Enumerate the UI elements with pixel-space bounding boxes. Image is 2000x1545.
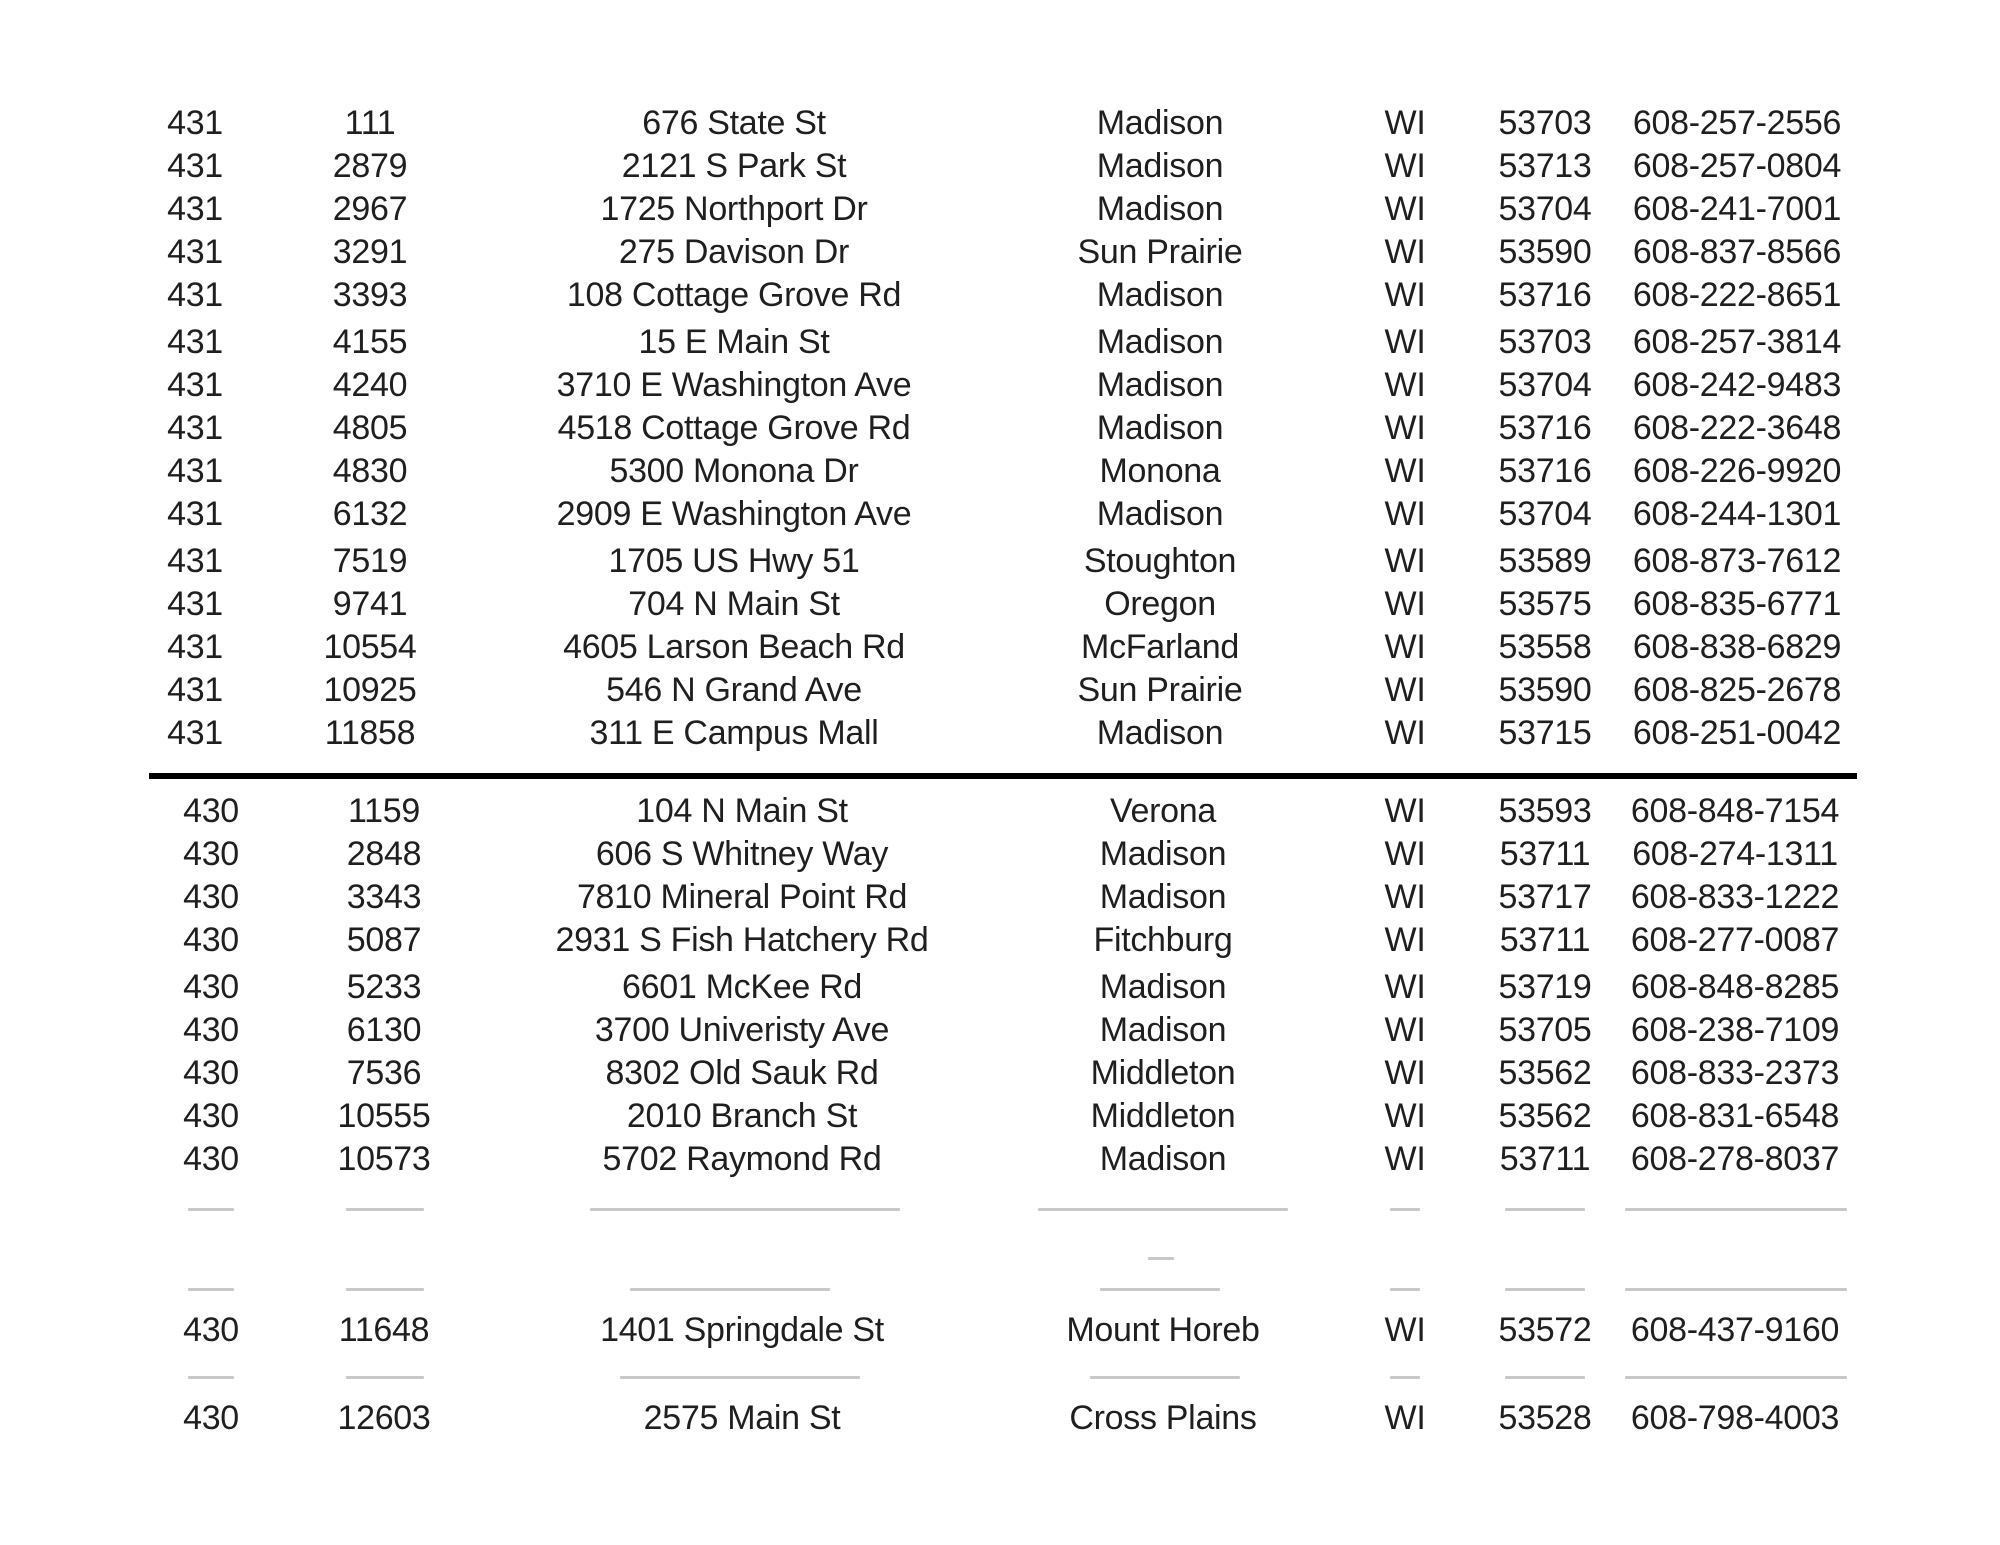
state-cell: WI bbox=[1384, 323, 1426, 361]
region-cell: 431 bbox=[167, 628, 223, 666]
phone-cell: 608-278-8037 bbox=[1630, 1140, 1840, 1178]
address-cell: 2575 Main St bbox=[643, 1399, 841, 1437]
city-cell: Mount Horeb bbox=[1066, 1311, 1260, 1349]
table-row bbox=[0, 582, 2000, 626]
city-cell: Madison bbox=[1096, 190, 1224, 228]
state-cell: WI bbox=[1384, 1311, 1426, 1349]
address-cell: 1705 US Hwy 51 bbox=[608, 542, 860, 580]
store-number-cell: 2967 bbox=[332, 190, 408, 228]
store-number-cell: 10555 bbox=[337, 1097, 431, 1135]
phone-cell: 608-873-7612 bbox=[1632, 542, 1842, 580]
table-row bbox=[0, 1137, 2000, 1181]
section-divider bbox=[149, 773, 1857, 779]
state-cell: WI bbox=[1384, 409, 1426, 447]
state-cell: WI bbox=[1384, 878, 1426, 916]
region-cell: 431 bbox=[167, 233, 223, 271]
region-cell: 431 bbox=[167, 147, 223, 185]
city-cell: Fitchburg bbox=[1093, 921, 1233, 959]
store-number-cell: 3393 bbox=[332, 276, 408, 314]
table-row bbox=[0, 625, 2000, 669]
address-cell: 5300 Monona Dr bbox=[609, 452, 859, 490]
zip-cell: 53558 bbox=[1498, 628, 1592, 666]
city-cell: Madison bbox=[1096, 366, 1224, 404]
zip-cell: 53711 bbox=[1499, 1140, 1591, 1178]
store-number-cell: 2879 bbox=[332, 147, 408, 185]
zip-cell: 53589 bbox=[1498, 542, 1592, 580]
region-cell: 430 bbox=[183, 878, 239, 916]
store-number-cell: 10573 bbox=[337, 1140, 431, 1178]
city-cell: Madison bbox=[1096, 276, 1224, 314]
state-cell: WI bbox=[1384, 1011, 1426, 1049]
region-cell: 431 bbox=[167, 671, 223, 709]
address-cell: 4605 Larson Beach Rd bbox=[563, 628, 905, 666]
address-cell: 8302 Old Sauk Rd bbox=[605, 1054, 879, 1092]
phone-cell: 608-848-8285 bbox=[1630, 968, 1840, 1006]
city-cell: Monona bbox=[1099, 452, 1221, 490]
zip-cell: 53719 bbox=[1498, 968, 1592, 1006]
zip-cell: 53704 bbox=[1498, 190, 1592, 228]
table-row bbox=[0, 492, 2000, 536]
address-cell: 3710 E Washington Ave bbox=[556, 366, 912, 404]
zip-cell: 53572 bbox=[1498, 1311, 1592, 1349]
region-cell: 431 bbox=[167, 276, 223, 314]
store-number-cell: 9741 bbox=[332, 585, 408, 623]
state-cell: WI bbox=[1384, 542, 1426, 580]
zip-cell: 53716 bbox=[1498, 276, 1592, 314]
table-row bbox=[0, 789, 2000, 833]
zip-cell: 53716 bbox=[1498, 409, 1592, 447]
address-cell: 1725 Northport Dr bbox=[600, 190, 868, 228]
state-cell: WI bbox=[1384, 714, 1426, 752]
address-cell: 108 Cottage Grove Rd bbox=[566, 276, 902, 314]
address-cell: 15 E Main St bbox=[638, 323, 830, 361]
region-cell: 430 bbox=[183, 1311, 239, 1349]
table-row bbox=[0, 363, 2000, 407]
store-number-cell: 5087 bbox=[346, 921, 422, 959]
store-number-cell: 12603 bbox=[337, 1399, 431, 1437]
phone-cell: 608-838-6829 bbox=[1632, 628, 1842, 666]
table-row bbox=[0, 273, 2000, 317]
phone-cell: 608-257-2556 bbox=[1632, 104, 1842, 142]
region-cell: 431 bbox=[167, 714, 223, 752]
region-cell: 430 bbox=[183, 1054, 239, 1092]
zip-cell: 53715 bbox=[1498, 714, 1592, 752]
region-cell: 430 bbox=[183, 792, 239, 830]
phone-cell: 608-831-6548 bbox=[1630, 1097, 1840, 1135]
phone-cell: 608-251-0042 bbox=[1632, 714, 1842, 752]
table-row bbox=[0, 230, 2000, 274]
phone-cell: 608-222-3648 bbox=[1632, 409, 1842, 447]
address-cell: 1401 Springdale St bbox=[600, 1311, 884, 1349]
zip-cell: 53705 bbox=[1498, 1011, 1592, 1049]
zip-cell: 53704 bbox=[1498, 495, 1592, 533]
address-cell: 2931 S Fish Hatchery Rd bbox=[555, 921, 929, 959]
phone-cell: 608-257-3814 bbox=[1632, 323, 1842, 361]
city-cell: Middleton bbox=[1090, 1097, 1236, 1135]
state-cell: WI bbox=[1384, 147, 1426, 185]
region-cell: 430 bbox=[183, 1011, 239, 1049]
address-cell: 7810 Mineral Point Rd bbox=[576, 878, 908, 916]
store-number-cell: 10554 bbox=[323, 628, 417, 666]
phone-cell: 608-226-9920 bbox=[1632, 452, 1842, 490]
state-cell: WI bbox=[1384, 792, 1426, 830]
city-cell: Madison bbox=[1099, 835, 1227, 873]
phone-cell: 608-274-1311 bbox=[1632, 835, 1838, 873]
table-row bbox=[0, 449, 2000, 493]
zip-cell: 53593 bbox=[1498, 792, 1592, 830]
store-number-cell: 7536 bbox=[346, 1054, 422, 1092]
table-row bbox=[0, 1008, 2000, 1052]
phone-cell: 608-257-0804 bbox=[1632, 147, 1842, 185]
store-number-cell: 4805 bbox=[332, 409, 408, 447]
state-cell: WI bbox=[1384, 276, 1426, 314]
region-cell: 431 bbox=[167, 323, 223, 361]
address-cell: 676 State St bbox=[642, 104, 826, 142]
city-cell: Madison bbox=[1096, 323, 1224, 361]
state-cell: WI bbox=[1384, 628, 1426, 666]
zip-cell: 53703 bbox=[1498, 323, 1592, 361]
zip-cell: 53562 bbox=[1498, 1054, 1592, 1092]
state-cell: WI bbox=[1384, 835, 1426, 873]
phone-cell: 608-833-2373 bbox=[1630, 1054, 1840, 1092]
city-cell: Sun Prairie bbox=[1077, 671, 1243, 709]
city-cell: Cross Plains bbox=[1069, 1399, 1257, 1437]
table-row bbox=[0, 320, 2000, 364]
address-cell: 5702 Raymond Rd bbox=[602, 1140, 882, 1178]
city-cell: Madison bbox=[1096, 409, 1224, 447]
store-number-cell: 11858 bbox=[324, 714, 416, 752]
state-cell: WI bbox=[1384, 921, 1426, 959]
region-cell: 431 bbox=[167, 495, 223, 533]
store-number-cell: 1159 bbox=[348, 792, 420, 830]
city-cell: Middleton bbox=[1090, 1054, 1236, 1092]
zip-cell: 53711 bbox=[1499, 835, 1591, 873]
city-cell: Madison bbox=[1096, 714, 1224, 752]
table-row bbox=[0, 144, 2000, 188]
table-row bbox=[0, 1094, 2000, 1138]
store-number-cell: 111 bbox=[344, 104, 396, 142]
state-cell: WI bbox=[1384, 585, 1426, 623]
table-row bbox=[0, 1396, 2000, 1440]
zip-cell: 53590 bbox=[1498, 671, 1592, 709]
city-cell: Verona bbox=[1110, 792, 1216, 830]
address-cell: 6601 McKee Rd bbox=[622, 968, 862, 1006]
city-cell: Sun Prairie bbox=[1077, 233, 1243, 271]
phone-cell: 608-242-9483 bbox=[1632, 366, 1842, 404]
city-cell: Madison bbox=[1099, 1140, 1227, 1178]
city-cell: Madison bbox=[1096, 495, 1224, 533]
table-row bbox=[0, 406, 2000, 450]
state-cell: WI bbox=[1384, 1054, 1426, 1092]
city-cell: McFarland bbox=[1081, 628, 1239, 666]
zip-cell: 53575 bbox=[1498, 585, 1592, 623]
state-cell: WI bbox=[1384, 190, 1426, 228]
address-cell: 104 N Main St bbox=[636, 792, 848, 830]
address-cell: 275 Davison Dr bbox=[618, 233, 850, 271]
address-cell: 606 S Whitney Way bbox=[595, 835, 889, 873]
region-cell: 431 bbox=[167, 104, 223, 142]
region-cell: 430 bbox=[183, 968, 239, 1006]
zip-cell: 53717 bbox=[1498, 878, 1592, 916]
zip-cell: 53711 bbox=[1499, 921, 1591, 959]
state-cell: WI bbox=[1384, 452, 1426, 490]
phone-cell: 608-244-1301 bbox=[1632, 495, 1842, 533]
store-number-cell: 6130 bbox=[346, 1011, 422, 1049]
zip-cell: 53716 bbox=[1498, 452, 1592, 490]
zip-cell: 53590 bbox=[1498, 233, 1592, 271]
table-row bbox=[0, 1308, 2000, 1352]
state-cell: WI bbox=[1384, 104, 1426, 142]
phone-cell: 608-277-0087 bbox=[1630, 921, 1840, 959]
table-row bbox=[0, 832, 2000, 876]
state-cell: WI bbox=[1384, 1140, 1426, 1178]
zip-cell: 53704 bbox=[1498, 366, 1592, 404]
zip-cell: 53703 bbox=[1498, 104, 1592, 142]
table-row bbox=[0, 539, 2000, 583]
phone-cell: 608-837-8566 bbox=[1632, 233, 1842, 271]
address-cell: 704 N Main St bbox=[628, 585, 840, 623]
store-number-cell: 4240 bbox=[332, 366, 408, 404]
region-cell: 431 bbox=[167, 190, 223, 228]
address-cell: 2010 Branch St bbox=[626, 1097, 858, 1135]
city-cell: Madison bbox=[1096, 104, 1224, 142]
city-cell: Madison bbox=[1099, 878, 1227, 916]
region-cell: 431 bbox=[167, 585, 223, 623]
table-row bbox=[0, 918, 2000, 962]
table-row bbox=[0, 187, 2000, 231]
city-cell: Madison bbox=[1096, 147, 1224, 185]
region-cell: 430 bbox=[183, 1097, 239, 1135]
region-cell: 430 bbox=[183, 1399, 239, 1437]
store-number-cell: 3291 bbox=[332, 233, 408, 271]
store-number-cell: 4830 bbox=[332, 452, 408, 490]
state-cell: WI bbox=[1384, 671, 1426, 709]
phone-cell: 608-222-8651 bbox=[1632, 276, 1842, 314]
zip-cell: 53562 bbox=[1498, 1097, 1592, 1135]
table-row bbox=[0, 1051, 2000, 1095]
state-cell: WI bbox=[1384, 495, 1426, 533]
store-number-cell: 3343 bbox=[346, 878, 422, 916]
city-cell: Stoughton bbox=[1083, 542, 1237, 580]
region-cell: 431 bbox=[167, 366, 223, 404]
address-cell: 311 E Campus Mall bbox=[589, 714, 879, 752]
phone-cell: 608-238-7109 bbox=[1630, 1011, 1840, 1049]
phone-cell: 608-825-2678 bbox=[1632, 671, 1842, 709]
city-cell: Madison bbox=[1099, 968, 1227, 1006]
store-number-cell: 7519 bbox=[332, 542, 408, 580]
illegible-mark bbox=[1148, 1257, 1174, 1260]
store-number-cell: 2848 bbox=[346, 835, 422, 873]
store-number-cell: 10925 bbox=[323, 671, 417, 709]
city-cell: Madison bbox=[1099, 1011, 1227, 1049]
phone-cell: 608-833-1222 bbox=[1630, 878, 1840, 916]
zip-cell: 53713 bbox=[1498, 147, 1592, 185]
state-cell: WI bbox=[1384, 1399, 1426, 1437]
state-cell: WI bbox=[1384, 366, 1426, 404]
store-number-cell: 6132 bbox=[332, 495, 408, 533]
address-cell: 3700 Univeristy Ave bbox=[594, 1011, 890, 1049]
city-cell: Oregon bbox=[1104, 585, 1216, 623]
phone-cell: 608-798-4003 bbox=[1630, 1399, 1840, 1437]
phone-cell: 608-848-7154 bbox=[1630, 792, 1840, 830]
address-cell: 4518 Cottage Grove Rd bbox=[557, 409, 911, 447]
phone-cell: 608-241-7001 bbox=[1632, 190, 1842, 228]
phone-cell: 608-437-9160 bbox=[1630, 1311, 1840, 1349]
address-cell: 2121 S Park St bbox=[621, 147, 847, 185]
store-number-cell: 5233 bbox=[346, 968, 422, 1006]
store-number-cell: 4155 bbox=[332, 323, 408, 361]
table-row bbox=[0, 965, 2000, 1009]
region-cell: 430 bbox=[183, 921, 239, 959]
zip-cell: 53528 bbox=[1498, 1399, 1592, 1437]
state-cell: WI bbox=[1384, 968, 1426, 1006]
store-number-cell: 11648 bbox=[338, 1311, 430, 1349]
state-cell: WI bbox=[1384, 233, 1426, 271]
table-row bbox=[0, 101, 2000, 145]
state-cell: WI bbox=[1384, 1097, 1426, 1135]
region-cell: 431 bbox=[167, 452, 223, 490]
region-cell: 431 bbox=[167, 409, 223, 447]
table-row bbox=[0, 668, 2000, 712]
table-row bbox=[0, 711, 2000, 755]
address-cell: 2909 E Washington Ave bbox=[556, 495, 912, 533]
phone-cell: 608-835-6771 bbox=[1632, 585, 1842, 623]
region-cell: 431 bbox=[167, 542, 223, 580]
region-cell: 430 bbox=[183, 835, 239, 873]
table-row bbox=[0, 875, 2000, 919]
address-cell: 546 N Grand Ave bbox=[606, 671, 862, 709]
region-cell: 430 bbox=[183, 1140, 239, 1178]
